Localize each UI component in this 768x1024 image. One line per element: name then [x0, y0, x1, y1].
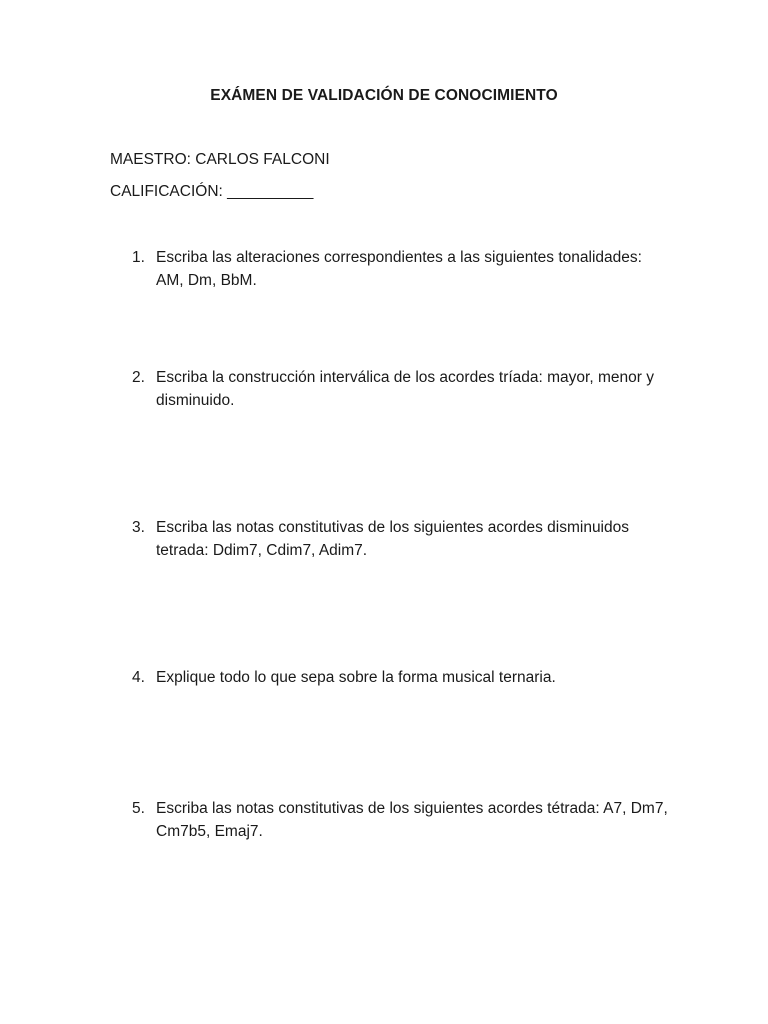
question-number: 4.	[132, 669, 145, 686]
question-number: 2.	[132, 369, 145, 386]
question-text: Escriba las notas constitutivas de los siguientes acordes disminuidos tetrada: Ddim7, Cdim7, Adim7.	[156, 519, 629, 559]
exam-title: EXÁMEN DE VALIDACIÓN DE CONOCIMIENTO	[210, 87, 558, 104]
question-5	[132, 797, 672, 843]
teacher-name: MAESTRO: CARLOS FALCONI	[110, 151, 330, 168]
question-text: Escriba las alteraciones correspondientes a las siguientes tonalidades: AM, Dm, BbM.	[156, 249, 642, 289]
question-4	[132, 666, 672, 689]
question-text: Escriba la construcción interválica de los acordes tríada: mayor, menor y disminuido.	[156, 369, 654, 409]
question-3	[132, 516, 672, 562]
question-text: Escriba las notas constitutivas de los siguientes acordes tétrada: A7, Dm7, Cm7b5, Emaj7.	[156, 800, 668, 840]
question-number: 5.	[132, 800, 145, 817]
question-number: 1.	[132, 249, 145, 266]
question-2	[132, 366, 672, 412]
question-1	[132, 246, 672, 292]
question-text: Explique todo lo que sepa sobre la forma musical ternaria.	[156, 669, 556, 686]
question-number: 3.	[132, 519, 145, 536]
grade-line: CALIFICACIÓN: __________	[110, 183, 314, 200]
